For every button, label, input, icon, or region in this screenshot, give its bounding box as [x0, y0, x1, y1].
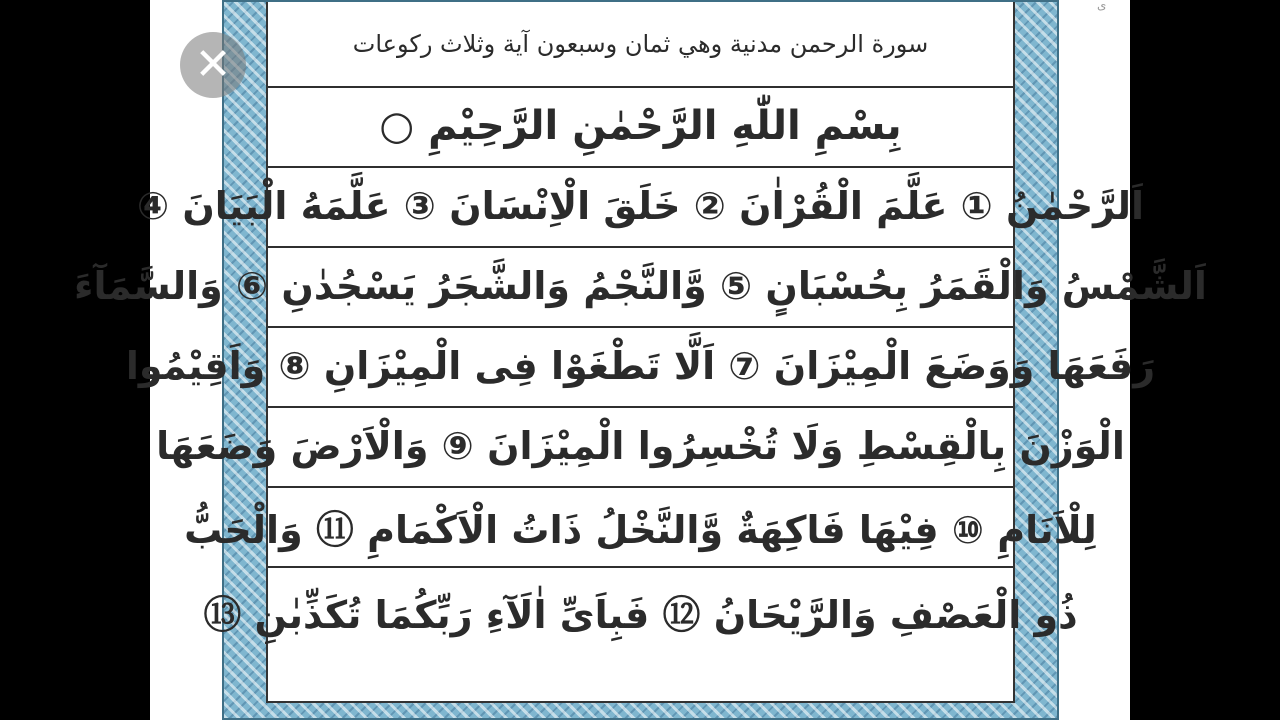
bismillah-line — [268, 86, 1013, 168]
verse-line — [156, 406, 1125, 488]
verse-line-text: ذُو الْعَصْفِ وَالرَّيْحَانُ ⑫ فَبِاَىِّ اٰلَآءِ رَبِّكُمَا تُكَذِّبٰنِ ⑬ — [203, 592, 1078, 637]
corner-mark: ی — [1097, 0, 1107, 12]
verse-line — [125, 326, 1156, 408]
close-icon: ✕ — [194, 39, 232, 90]
bismillah-text: بِسْمِ اللّٰهِ الرَّحْمٰنِ الرَّحِيْمِ ○ — [379, 103, 902, 149]
surah-header — [268, 2, 1013, 88]
verse-line-text: رَفَعَهَا وَوَضَعَ الْمِيْزَانَ ⑦ اَلَّا تَطْغَوْا فِى الْمِيْزَانِ ⑧ وَاَقِيْمُوا — [125, 344, 1156, 388]
quran-page-border — [74, 0, 1207, 720]
verse-line-text: اَلشَّمْسُ وَالْقَمَرُ بِحُسْبَانٍ ⑤ وَّالنَّجْمُ وَالشَّجَرُ يَسْجُدٰنِ ⑥ وَالسَّمَآءَ — [74, 264, 1207, 308]
verse-line — [184, 486, 1097, 568]
verse-line — [203, 566, 1078, 656]
quran-page — [74, 2, 1207, 703]
verse-line-text: اَلرَّحْمٰنُ ① عَلَّمَ الْقُرْاٰنَ ② خَلَقَ الْاِنْسَانَ ③ عَلَّمَهُ الْبَيَانَ ④ — [136, 184, 1145, 228]
verse-line — [74, 246, 1207, 328]
surah-header-text: سورة الرحمن مدنية وهي ثمان وسبعون آية وثلاث ركوعات — [352, 30, 929, 58]
image-viewer — [74, 0, 1207, 720]
close-button[interactable] — [180, 32, 246, 98]
verse-line — [136, 166, 1145, 248]
verse-line-text: لِلْاَنَامِ ⑩ فِيْهَا فَاكِهَةٌ وَّالنَّخْلُ ذَاتُ الْاَكْمَامِ ⑪ وَالْحَبُّ — [184, 507, 1097, 552]
verse-line-text: الْوَزْنَ بِالْقِسْطِ وَلَا تُخْسِرُوا الْمِيْزَانَ ⑨ وَالْاَرْضَ وَضَعَهَا — [156, 424, 1125, 468]
